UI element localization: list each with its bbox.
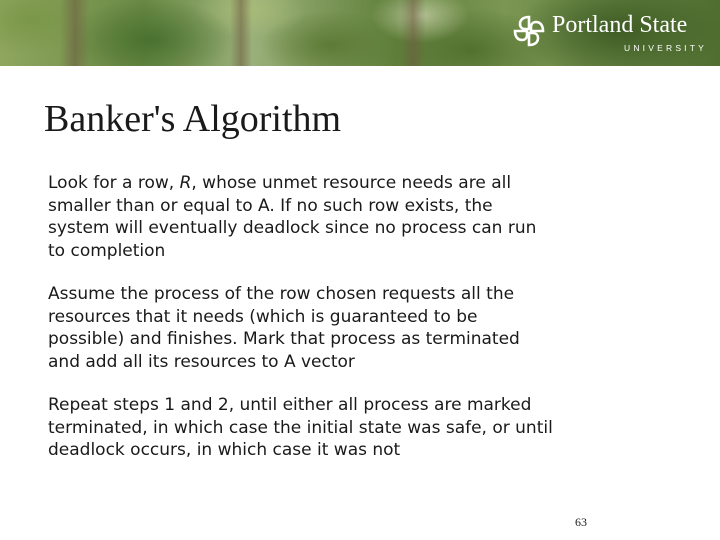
logo-name: Portland State — [552, 12, 688, 38]
paragraph-3: Repeat steps 1 and 2, until either all process are marked terminated, in which case the initial state was safe, or until deadlock occurs, in which case it was not — [48, 395, 553, 460]
slide-title: Banker's Algorithm — [44, 98, 342, 140]
logo-mark-icon — [512, 14, 546, 48]
paragraph-1-lead: Look for a row, — [48, 173, 180, 193]
slide-body — [48, 172, 688, 483]
university-logo — [512, 12, 708, 56]
logo-subtitle: UNIVERSITY — [624, 43, 708, 53]
header-banner — [0, 0, 720, 66]
paragraph-2: Assume the process of the row chosen requests all the resources that it needs (which is guaranteed to be possible) and finishes. Mark that process as terminated and add all its resources to A vector — [48, 284, 520, 372]
page-number: 63 — [575, 515, 587, 529]
paragraph-1-rest: , whose unmet resource needs are all smaller than or equal to A. If no such row exists, the system will eventually deadlock since no process can run to completion — [48, 173, 537, 261]
paragraph-1-row-var: R — [179, 173, 192, 193]
paragraph-1 — [48, 172, 688, 262]
